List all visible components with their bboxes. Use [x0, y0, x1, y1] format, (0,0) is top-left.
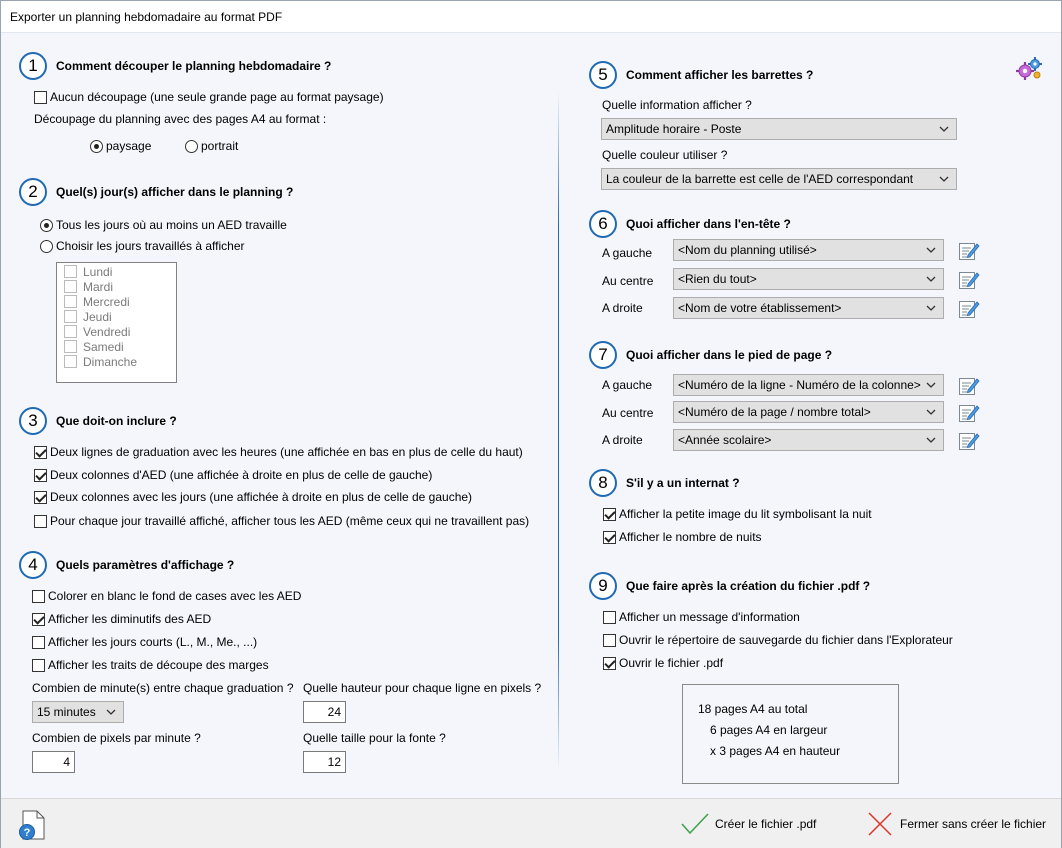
days-listbox[interactable]: [56, 262, 177, 383]
help-icon[interactable]: [14, 808, 48, 842]
open-folder-label: Ouvrir le répertoire de sauvegarde du fichier dans l'Explorateur: [619, 633, 953, 647]
summary-total: 18 pages A4 au total: [698, 702, 808, 716]
nights-count-checkbox[interactable]: [603, 531, 616, 544]
nights-count-label: Afficher le nombre de nuits: [619, 530, 762, 544]
close-icon: [867, 811, 893, 837]
check-icon: [680, 811, 710, 837]
edit-icon[interactable]: [958, 269, 980, 291]
step-badge-9: 9: [589, 572, 617, 600]
margin-cut-lines-checkbox[interactable]: [32, 659, 45, 672]
open-pdf-label: Ouvrir le fichier .pdf: [619, 656, 724, 670]
footer-right-label: A droite: [602, 433, 643, 447]
chevron-down-icon: [926, 244, 936, 256]
landscape-label: paysage: [106, 139, 152, 153]
landscape-radio[interactable]: [90, 140, 103, 153]
edit-icon[interactable]: [958, 402, 980, 424]
day-checkbox[interactable]: [64, 325, 77, 338]
day-checkbox[interactable]: [64, 355, 77, 368]
day-item-jeudi[interactable]: [64, 310, 112, 324]
all-days-label: Tous les jours où au moins un AED travaille: [56, 218, 287, 232]
day-checkbox[interactable]: [64, 340, 77, 353]
short-days-checkbox[interactable]: [32, 636, 45, 649]
day-label: Mardi: [83, 280, 114, 294]
chevron-down-icon: [926, 406, 936, 418]
section-1-title: Comment découper le planning hebdomadaire ?: [56, 59, 332, 73]
day-checkbox[interactable]: [64, 280, 77, 293]
header-right-select-value: <Nom de votre établissement>: [678, 301, 842, 315]
bar-color-label: Quelle couleur utiliser ?: [602, 148, 728, 162]
step-badge-8: 8: [589, 469, 617, 497]
font-size-input[interactable]: 12: [303, 751, 346, 773]
day-label: Samedi: [83, 340, 124, 354]
white-background-checkbox[interactable]: [32, 590, 45, 603]
chevron-down-icon: [106, 706, 116, 718]
edit-icon[interactable]: [958, 298, 980, 320]
all-aed-label: Pour chaque jour travaillé affiché, afficher tous les AED (même ceux qui ne travaillent pas): [50, 514, 530, 528]
day-item-lundi[interactable]: [64, 265, 112, 279]
footer-right-select-value: <Année scolaire>: [678, 433, 772, 447]
close-without-create-label: Fermer sans créer le fichier: [900, 817, 1047, 831]
bar-info-label: Quelle information afficher ?: [602, 98, 752, 112]
minutes-label: Combien de minute(s) entre chaque graduation ?: [32, 681, 294, 695]
minutes-select-value: 15 minutes: [37, 705, 96, 719]
row-height-label: Quelle hauteur pour chaque ligne en pixels ?: [303, 681, 542, 695]
chevron-down-icon: [939, 173, 949, 185]
bar-color-select[interactable]: [601, 168, 957, 190]
day-checkbox[interactable]: [64, 310, 77, 323]
bed-image-checkbox[interactable]: [603, 508, 616, 521]
header-left-select-value: <Nom du planning utilisé>: [678, 243, 817, 257]
create-pdf-button[interactable]: [680, 811, 830, 837]
day-label: Jeudi: [83, 310, 112, 324]
white-background-label: Colorer en blanc le fond de cases avec les AED: [48, 589, 302, 603]
header-left-label: A gauche: [602, 246, 653, 260]
pixels-per-minute-input[interactable]: 4: [32, 751, 75, 773]
chevron-down-icon: [926, 302, 936, 314]
choose-days-radio[interactable]: [40, 240, 53, 253]
info-message-checkbox[interactable]: [603, 611, 616, 624]
section-6-title: Quoi afficher dans l'en-tête ?: [626, 217, 791, 231]
chevron-down-icon: [939, 123, 949, 135]
summary-width: 6 pages A4 en largeur: [710, 723, 828, 737]
no-split-label: Aucun découpage (une seule grande page au format paysage): [50, 90, 384, 104]
window-title: Exporter un planning hebdomadaire au format PDF: [10, 10, 283, 24]
bar-info-select[interactable]: [601, 118, 957, 140]
bar-color-select-value: La couleur de la barrette est celle de l'AED correspondant: [606, 172, 914, 186]
day-label: Mercredi: [83, 295, 130, 309]
footer-left-select[interactable]: [673, 374, 944, 396]
step-badge-3: 3: [19, 407, 47, 435]
day-columns-label: Deux colonnes avec les jours (une affichée à droite en plus de celle de gauche): [50, 490, 473, 504]
footer-center-select-value: <Numéro de la page / nombre total>: [678, 405, 871, 419]
header-center-select-value: <Rien du tout>: [678, 272, 757, 286]
footer-center-label: Au centre: [602, 406, 654, 420]
day-item-samedi[interactable]: [64, 340, 124, 354]
aed-columns-label: Deux colonnes d'AED (une affichée à droite en plus de celle de gauche): [50, 468, 433, 482]
short-days-label: Afficher les jours courts (L., M., Me., ...): [48, 635, 258, 649]
portrait-radio[interactable]: [185, 140, 198, 153]
step-badge-7: 7: [589, 341, 617, 369]
header-center-label: Au centre: [602, 274, 654, 288]
day-item-mercredi[interactable]: [64, 295, 130, 309]
edit-icon[interactable]: [958, 375, 980, 397]
day-item-dimanche[interactable]: [64, 355, 137, 369]
day-columns-checkbox[interactable]: [34, 491, 47, 504]
minutes-select[interactable]: [32, 701, 124, 723]
aed-columns-checkbox[interactable]: [34, 469, 47, 482]
title-bar: [1, 1, 1061, 33]
header-right-label: A droite: [602, 301, 643, 315]
section-2-title: Quel(s) jour(s) afficher dans le planning ?: [56, 185, 294, 199]
day-item-vendredi[interactable]: [64, 325, 130, 339]
svg-text:?: ?: [23, 827, 31, 839]
day-label: Vendredi: [83, 325, 131, 339]
edit-icon[interactable]: [958, 240, 980, 262]
section-3-title: Que doit-on inclure ?: [56, 414, 177, 428]
nicknames-label: Afficher les diminutifs des AED: [48, 612, 212, 626]
day-label: Dimanche: [83, 355, 138, 369]
step-badge-5: 5: [589, 61, 617, 89]
page-count-summary: [682, 684, 899, 784]
portrait-label: portrait: [201, 139, 239, 153]
settings-gears-icon[interactable]: [1015, 56, 1043, 82]
graduation-lines-label: Deux lignes de graduation avec les heures (une affichée en bas en plus de celle du haut): [50, 445, 523, 459]
step-badge-4: 4: [19, 551, 47, 579]
footer-left-select-value: <Numéro de la ligne - Numéro de la colonne>: [678, 378, 921, 392]
section-9-title: Que faire après la création du fichier .pdf ?: [626, 579, 871, 593]
close-without-create-button[interactable]: [867, 811, 1047, 837]
section-4-title: Quels paramètres d'affichage ?: [56, 558, 235, 572]
day-item-mardi[interactable]: [64, 280, 113, 294]
footer-right-select[interactable]: [673, 429, 944, 451]
margin-cut-lines-label: Afficher les traits de découpe des marges: [48, 658, 269, 672]
day-label: Lundi: [83, 265, 113, 279]
header-right-select[interactable]: [673, 297, 944, 319]
open-pdf-checkbox[interactable]: [603, 657, 616, 670]
chevron-down-icon: [926, 379, 936, 391]
column-divider: [558, 91, 559, 771]
section-8-title: S'il y a un internat ?: [626, 476, 740, 490]
bar-info-select-value: Amplitude horaire - Poste: [606, 122, 742, 136]
no-split-checkbox[interactable]: [34, 91, 47, 104]
nicknames-checkbox[interactable]: [32, 613, 45, 626]
footer-center-select[interactable]: [673, 401, 944, 423]
font-size-label: Quelle taille pour la fonte ?: [303, 731, 446, 745]
open-folder-checkbox[interactable]: [603, 634, 616, 647]
bed-image-label: Afficher la petite image du lit symbolisant la nuit: [619, 507, 872, 521]
info-message-label: Afficher un message d'information: [619, 610, 800, 624]
summary-height: x 3 pages A4 en hauteur: [710, 744, 841, 758]
step-badge-1: 1: [19, 52, 47, 80]
day-checkbox[interactable]: [64, 265, 77, 278]
graduation-lines-checkbox[interactable]: [34, 446, 47, 459]
header-left-select[interactable]: [673, 239, 944, 261]
section-5-title: Comment afficher les barrettes ?: [626, 68, 814, 82]
chevron-down-icon: [926, 273, 936, 285]
pixels-per-minute-label: Combien de pixels par minute ?: [32, 731, 201, 745]
footer-bar: [1, 798, 1061, 848]
chevron-down-icon: [926, 434, 936, 446]
split-format-label: Découpage du planning avec des pages A4 au format :: [34, 112, 327, 126]
all-days-radio[interactable]: [40, 219, 53, 232]
footer-left-label: A gauche: [602, 378, 653, 392]
all-aed-checkbox[interactable]: [34, 515, 47, 528]
choose-days-label: Choisir les jours travaillés à afficher: [56, 239, 245, 253]
edit-icon[interactable]: [958, 430, 980, 452]
step-badge-2: 2: [19, 178, 47, 206]
row-height-input[interactable]: 24: [303, 701, 346, 723]
create-pdf-label: Créer le fichier .pdf: [715, 817, 817, 831]
day-checkbox[interactable]: [64, 295, 77, 308]
step-badge-6: 6: [589, 210, 617, 238]
header-center-select[interactable]: [673, 268, 944, 290]
section-7-title: Quoi afficher dans le pied de page ?: [626, 348, 833, 362]
